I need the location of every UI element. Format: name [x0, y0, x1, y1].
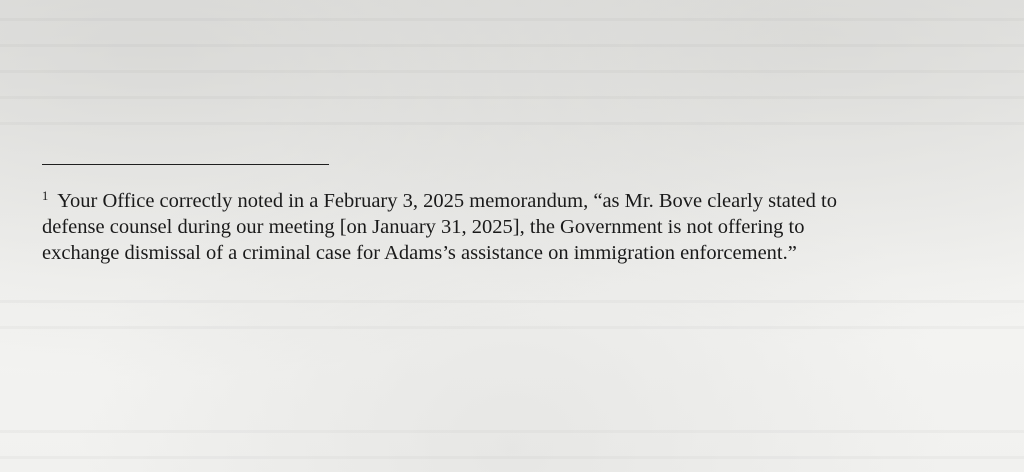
- footnote-line-3: exchange dismissal of a criminal case for Adams’s assistance on immigration enforcement.”: [42, 242, 797, 264]
- footnote-text: Your Office correctly noted in a February 3, 2025 memorandum, “as Mr. Bove clearly stated to: [57, 190, 838, 212]
- footnote-line-1: [42, 183, 1002, 214]
- footnote: [42, 183, 1002, 266]
- bleed-through-line: [0, 70, 1024, 73]
- bleed-through-line: [0, 326, 1024, 329]
- bleed-through-line: [0, 122, 1024, 125]
- bleed-through-line: [0, 430, 1024, 433]
- bleed-through-line: [0, 96, 1024, 99]
- bleed-through-line: [0, 300, 1024, 303]
- footnote-separator-rule: [42, 164, 329, 165]
- bleed-through-line: [0, 44, 1024, 47]
- footnote-line-2: defense counsel during our meeting [on January 31, 2025], the Government is not offering to: [42, 216, 805, 238]
- bleed-through-line: [0, 18, 1024, 21]
- bleed-through-line: [0, 456, 1024, 459]
- footnote-marker: 1: [42, 189, 49, 203]
